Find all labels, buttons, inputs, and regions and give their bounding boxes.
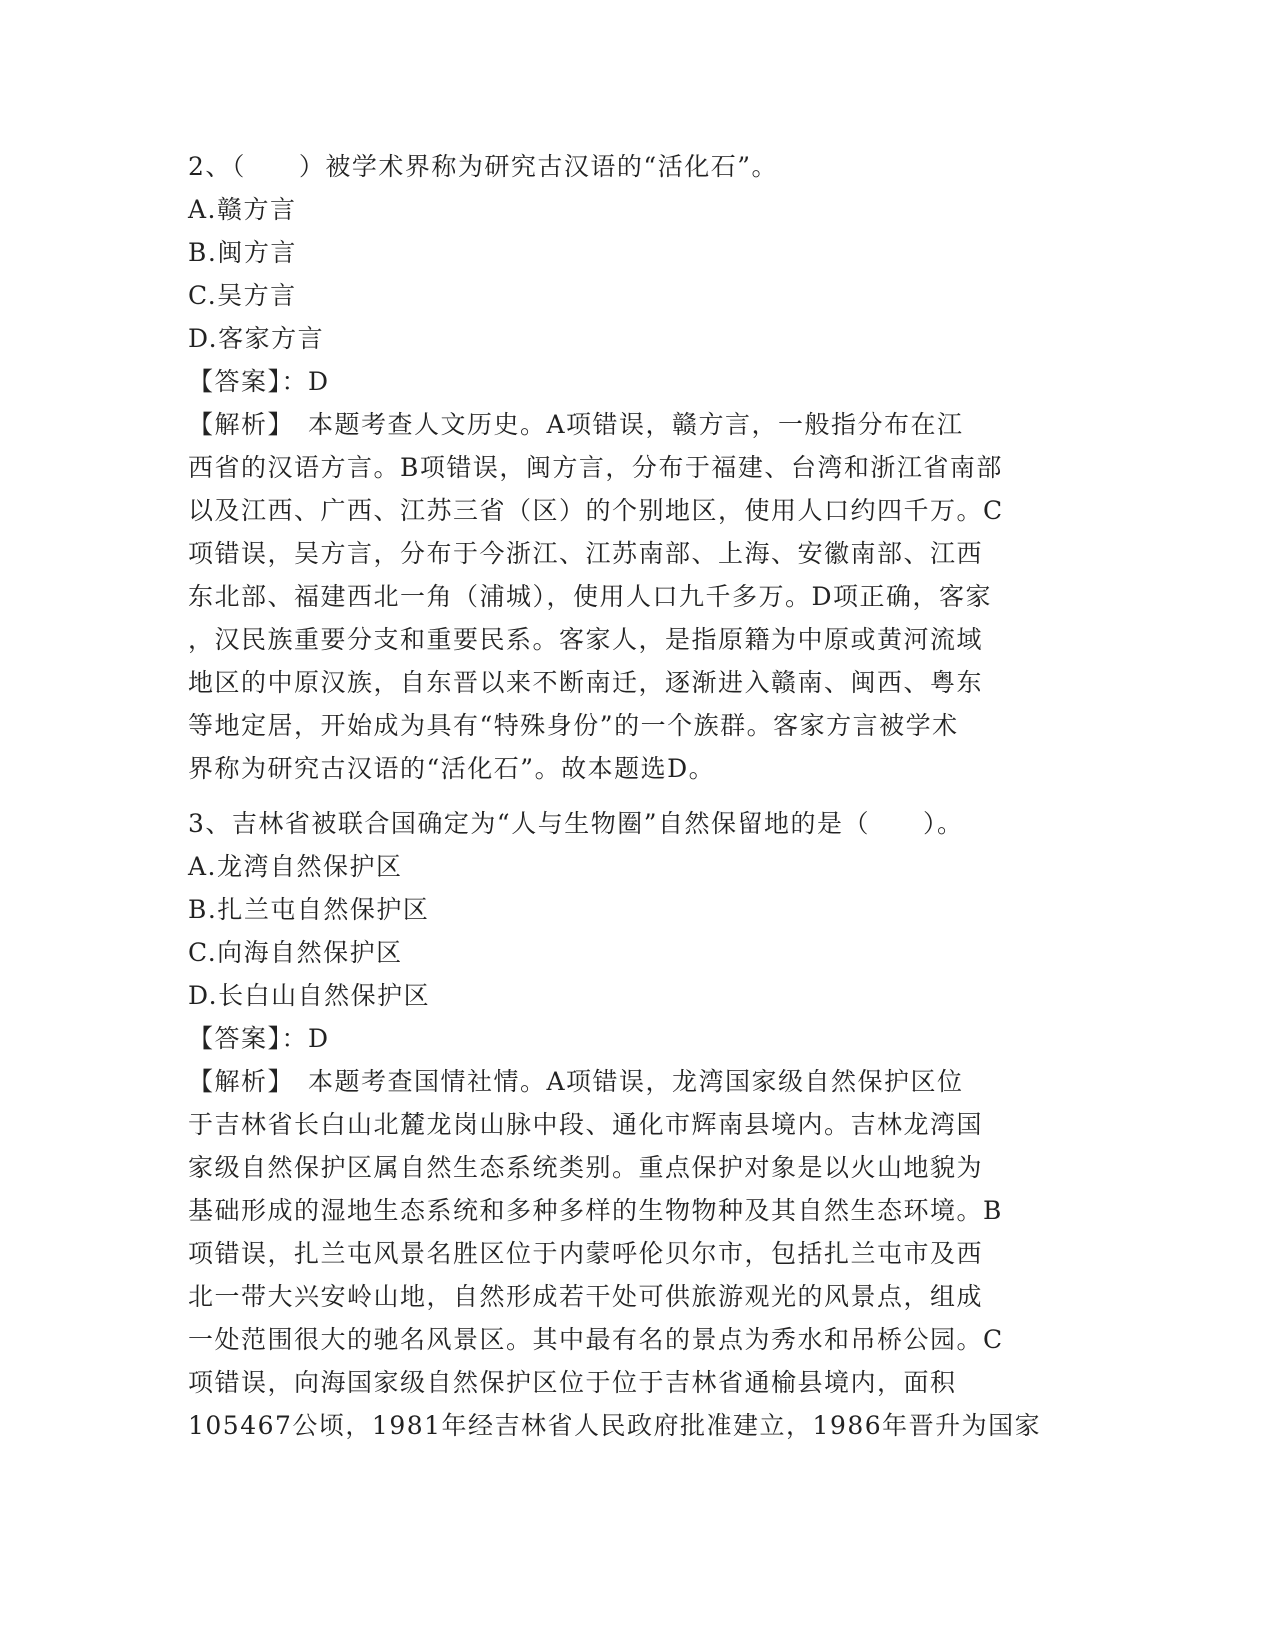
- analysis-line: 基础形成的湿地生态系统和多种多样的生物物种及其自然生态环境。B: [188, 1196, 1003, 1225]
- analysis-line: 东北部、福建西北一角（浦城），使用人口九千多万。D项正确，客家: [188, 582, 993, 611]
- analysis-line: 以及江西、广西、江苏三省（区）的个别地区，使用人口约四千万。C: [188, 496, 1004, 525]
- analysis-line: 等地定居，开始成为具有“特殊身份”的一个族群。客家方言被学术: [188, 711, 959, 740]
- question-spacer: [188, 790, 1088, 802]
- option-a: A.龙湾自然保护区: [188, 852, 403, 881]
- document-page: [188, 145, 1088, 1447]
- option-c: C.吴方言: [188, 281, 297, 310]
- answer-line: 【答案】：D: [188, 1024, 330, 1053]
- option-a: A.赣方言: [188, 195, 297, 224]
- question-2: [188, 145, 1088, 790]
- option-d: D.客家方言: [188, 324, 325, 353]
- analysis-line: 地区的中原汉族，自东晋以来不断南迁，逐渐进入赣南、闽西、粤东: [188, 668, 984, 697]
- question-stem: 2、（ ）被学术界称为研究古汉语的“活化石”。: [188, 152, 778, 181]
- analysis-line: 【解析】 本题考查国情社情。A项错误，龙湾国家级自然保护区位: [188, 1067, 964, 1096]
- analysis-line: 【解析】 本题考查人文历史。A项错误，赣方言，一般指分布在江: [188, 410, 964, 439]
- question-stem: 3、吉林省被联合国确定为“人与生物圈”自然保留地的是（ ）。: [188, 809, 964, 838]
- analysis-line: 西省的汉语方言。B项错误，闽方言，分布于福建、台湾和浙江省南部: [188, 453, 1003, 482]
- analysis-line: 家级自然保护区属自然生态系统类别。重点保护对象是以火山地貌为: [188, 1153, 984, 1182]
- analysis-line: 北一带大兴安岭山地，自然形成若干处可供旅游观光的风景点，组成: [188, 1282, 984, 1311]
- answer-line: 【答案】：D: [188, 367, 330, 396]
- option-d: D.长白山自然保护区: [188, 981, 431, 1010]
- option-b: B.扎兰屯自然保护区: [188, 895, 430, 924]
- option-b: B.闽方言: [188, 238, 297, 267]
- analysis-line: 于吉林省长白山北麓龙岗山脉中段、通化市辉南县境内。吉林龙湾国: [188, 1110, 984, 1139]
- analysis-line: 105467公顷，1981年经吉林省人民政府批准建立，1986年晋升为国家: [188, 1411, 1042, 1440]
- option-c: C.向海自然保护区: [188, 938, 403, 967]
- analysis-line: 项错误，向海国家级自然保护区位于位于吉林省通榆县境内，面积: [188, 1368, 957, 1397]
- analysis-line: ，汉民族重要分支和重要民系。客家人，是指原籍为中原或黄河流域: [188, 625, 984, 654]
- question-3: [188, 802, 1088, 1447]
- analysis-line: 界称为研究古汉语的“活化石”。故本题选D。: [188, 754, 716, 783]
- analysis-line: 项错误，吴方言，分布于今浙江、江苏南部、上海、安徽南部、江西: [188, 539, 984, 568]
- analysis-line: 项错误，扎兰屯风景名胜区位于内蒙呼伦贝尔市，包括扎兰屯市及西: [188, 1239, 984, 1268]
- analysis-line: 一处范围很大的驰名风景区。其中最有名的景点为秀水和吊桥公园。C: [188, 1325, 1004, 1354]
